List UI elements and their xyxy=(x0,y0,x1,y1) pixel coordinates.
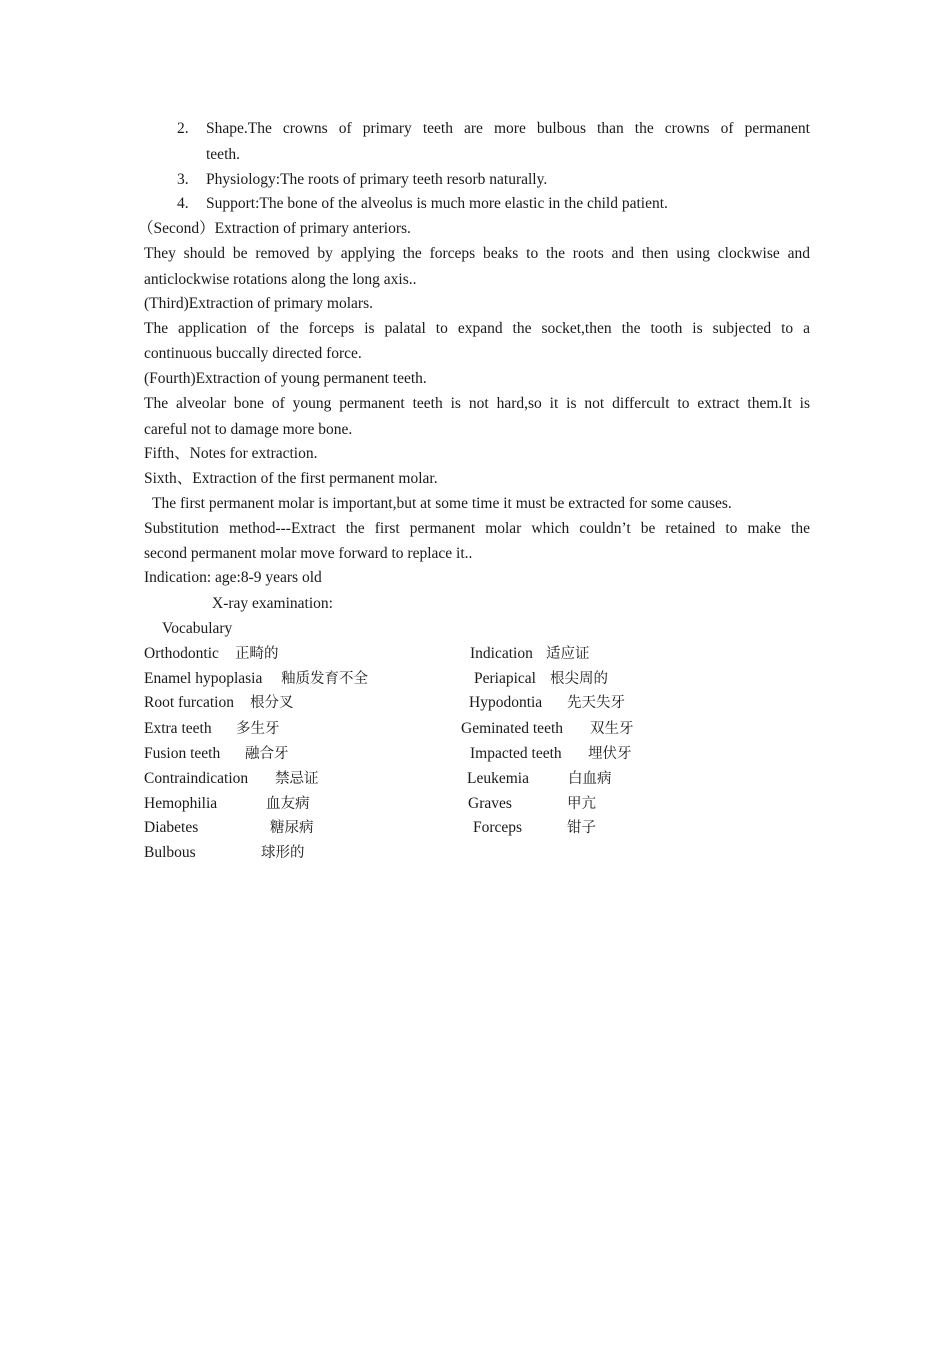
vocab-translation: 釉质发育不全 xyxy=(281,671,368,687)
paragraph-line: The first permanent molar is important,but at some time it must be extracted for some causes. xyxy=(152,495,732,512)
list-number: 2. xyxy=(177,120,189,137)
vocab-translation: 白血病 xyxy=(568,771,612,787)
vocab-translation: 糖尿病 xyxy=(270,820,314,836)
vocab-term: Enamel hypoplasia xyxy=(144,670,263,687)
vocab-translation: 钳子 xyxy=(567,820,596,836)
section-heading: (Fourth)Extraction of young permanent teeth. xyxy=(144,370,427,387)
list-item-text: Shape.The crowns of primary teeth are more bulbous than the crowns of permanent xyxy=(206,120,810,137)
vocab-term: Hemophilia xyxy=(144,795,218,812)
paragraph-line: Substitution method---Extract the first permanent molar which couldn’t be retained to make the xyxy=(144,520,810,537)
vocab-term: Extra teeth xyxy=(144,720,212,737)
list-item-text: teeth. xyxy=(206,146,240,163)
vocab-translation: 融合牙 xyxy=(245,746,289,762)
vocab-term: Diabetes xyxy=(144,819,199,836)
paragraph-line: The application of the forceps is palatal to expand the socket,then the tooth is subjected to a xyxy=(144,320,810,337)
vocab-term: Root furcation xyxy=(144,694,234,711)
paragraph-line: anticlockwise rotations along the long axis.. xyxy=(144,271,417,288)
vocab-term: Orthodontic xyxy=(144,645,219,662)
paragraph-line: The alveolar bone of young permanent teeth is not hard,so it is not differcult to extract them.It is xyxy=(144,395,810,412)
vocab-translation: 根尖周的 xyxy=(550,671,608,687)
vocab-translation: 甲亢 xyxy=(567,796,596,812)
vocab-translation: 适应证 xyxy=(546,646,590,662)
vocab-term: Forceps xyxy=(473,819,523,836)
section-heading: (Third)Extraction of primary molars. xyxy=(144,295,373,312)
list-number: 3. xyxy=(177,171,189,188)
vocab-translation: 禁忌证 xyxy=(275,771,319,787)
vocab-term: Contraindication xyxy=(144,770,249,787)
paragraph-line: They should be removed by applying the forceps beaks to the roots and then using clockwise and xyxy=(144,245,810,262)
vocab-term: Geminated teeth xyxy=(461,720,563,737)
paragraph-line: continuous buccally directed force. xyxy=(144,345,362,362)
section-heading: Fifth、Notes for extraction. xyxy=(144,445,318,462)
vocab-translation: 血友病 xyxy=(266,796,310,812)
indication-line: Indication: age:8-9 years old xyxy=(144,569,322,586)
vocab-term: Fusion teeth xyxy=(144,745,221,762)
vocab-translation: 正畸的 xyxy=(235,646,279,662)
vocab-translation: 埋伏牙 xyxy=(588,746,632,762)
vocab-translation: 先天失牙 xyxy=(567,695,625,711)
vocab-translation: 双生牙 xyxy=(590,721,634,737)
vocab-term: Indication xyxy=(470,645,533,662)
vocab-term: Graves xyxy=(468,795,512,812)
vocab-term: Periapical xyxy=(474,670,536,687)
vocab-translation: 球形的 xyxy=(261,845,305,861)
list-item-text: Support:The bone of the alveolus is much more elastic in the child patient. xyxy=(206,195,668,212)
paragraph-line: careful not to damage more bone. xyxy=(144,421,353,438)
section-heading: （Second）Extraction of primary anteriors. xyxy=(138,220,411,237)
vocab-translation: 多生牙 xyxy=(236,721,280,737)
vocab-term: Impacted teeth xyxy=(470,745,562,762)
vocab-term: Leukemia xyxy=(467,770,529,787)
vocab-term: Bulbous xyxy=(144,844,196,861)
vocabulary-heading: Vocabulary xyxy=(162,620,233,637)
vocab-term: Hypodontia xyxy=(469,694,543,711)
xray-line: X-ray examination: xyxy=(212,595,333,612)
list-number: 4. xyxy=(177,195,189,212)
section-heading: Sixth、Extraction of the first permanent molar. xyxy=(144,470,438,487)
paragraph-line: second permanent molar move forward to replace it.. xyxy=(144,545,473,562)
list-item-text: Physiology:The roots of primary teeth resorb naturally. xyxy=(206,171,548,188)
vocab-translation: 根分叉 xyxy=(250,695,294,711)
